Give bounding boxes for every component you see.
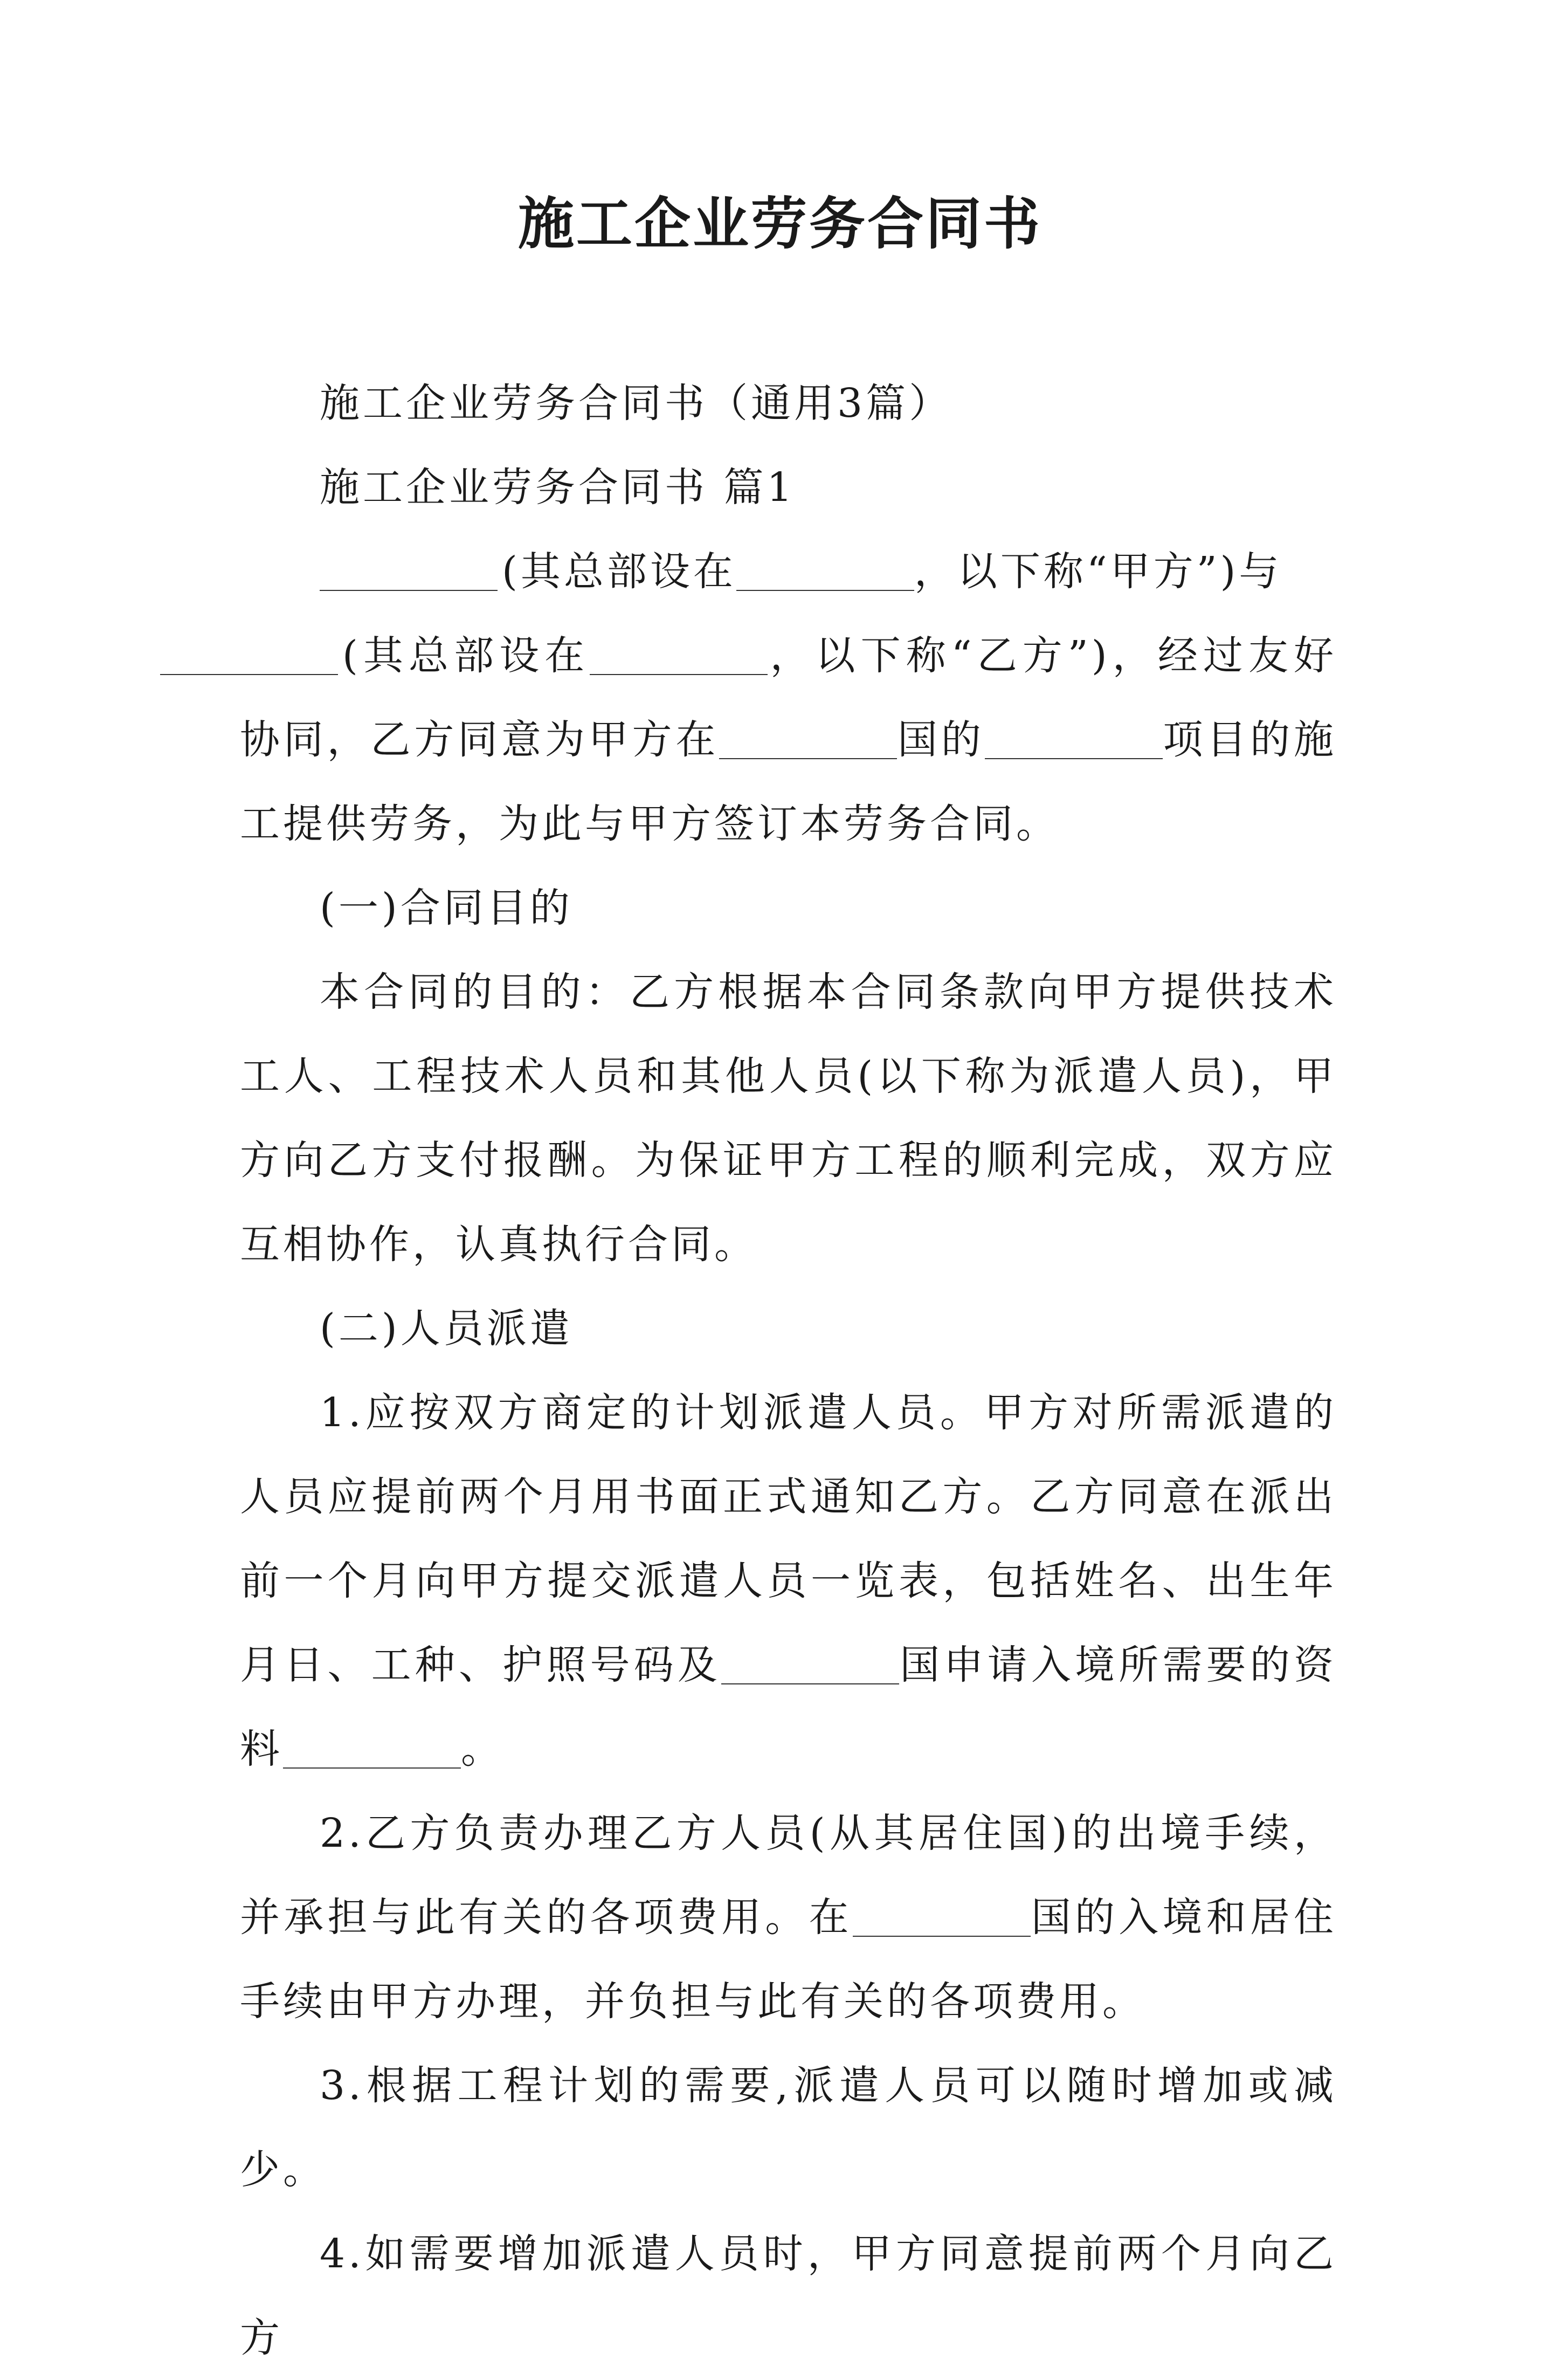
section-heading-purpose (240, 866, 1337, 950)
paragraph-text: 3.根据工程计划的需要,派遣人员可以随时增加或减少。 (240, 2062, 1337, 2193)
blank-line (985, 718, 1163, 759)
paragraph-text: ，以下称“乙方”)，经过友好协同，乙方同意为甲方在 (240, 632, 1337, 763)
paragraph-item-1 (240, 1371, 1337, 1791)
blank-line (320, 550, 498, 591)
blank-line (736, 550, 914, 591)
blank-line (283, 1728, 461, 1769)
paragraph-text: (其总部设在 (342, 632, 590, 679)
paragraph-heading-part1 (240, 445, 1337, 529)
paragraph-item-3 (240, 2044, 1337, 2212)
blank-line (719, 718, 897, 759)
paragraph-item-4 (240, 2212, 1337, 2380)
paragraph-heading-collection (240, 361, 1337, 445)
paragraph-text: ，以下称“甲方”)与 (914, 548, 1282, 595)
paragraph-text: 国的 (897, 717, 985, 763)
paragraph-text: (二)人员派遣 (320, 1305, 573, 1352)
paragraph-text: (其总部设在 (502, 548, 736, 595)
section-heading-dispatch (240, 1287, 1337, 1371)
blank-line (721, 1643, 899, 1684)
paragraph-text: 。 (461, 1726, 504, 1772)
paragraph-text: 国的入境和居住手续由甲方办理，并负担与此有关的各项费用。 (240, 1894, 1337, 2025)
paragraph-parties (240, 529, 1337, 866)
paragraph-purpose (240, 950, 1337, 1287)
document-body (240, 361, 1337, 2380)
paragraph-text: 4.如需要增加派遣人员时，甲方同意提前两个月向乙方 (240, 2231, 1337, 2361)
paragraph-item-2 (240, 1791, 1337, 2044)
paragraph-text: 2.乙方负责办理乙方人员(从其居住国)的出境手续，并承担与此有关的各项费用。在 (240, 1810, 1337, 1941)
paragraph-text: 施工企业劳务合同书 篇1 (320, 464, 796, 511)
document-title: 施工企业劳务合同书 (517, 190, 1042, 257)
paragraph-text: 国申请入境所需要的资料 (240, 1642, 1337, 1772)
paragraph-text: 1.应按双方商定的计划派遣人员。甲方对所需派遣的人员应提前两个月用书面正式通知乙方。乙方同意在派出前一个月向甲方提交派遣人员一览表，包括姓名、出生年月日、工种、护照号码及 (240, 1390, 1337, 1688)
blank-line (160, 634, 338, 675)
paragraph-text: 项目的施工提供劳务，为此与甲方签订本劳务合同。 (240, 717, 1337, 847)
paragraph-text: 施工企业劳务合同书（通用3篇） (320, 380, 952, 427)
blank-line (853, 1896, 1031, 1937)
paragraph-text: 本合同的目的：乙方根据本合同条款向甲方提供技术工人、工程技术人员和其他人员(以下称为派遣人员)，甲方向乙方支付报酬。为保证甲方工程的顺利完成，双方应互相协作，认真执行合同。 (240, 969, 1337, 1268)
blank-line (590, 634, 768, 675)
paragraph-text: (一)合同目的 (320, 885, 573, 931)
